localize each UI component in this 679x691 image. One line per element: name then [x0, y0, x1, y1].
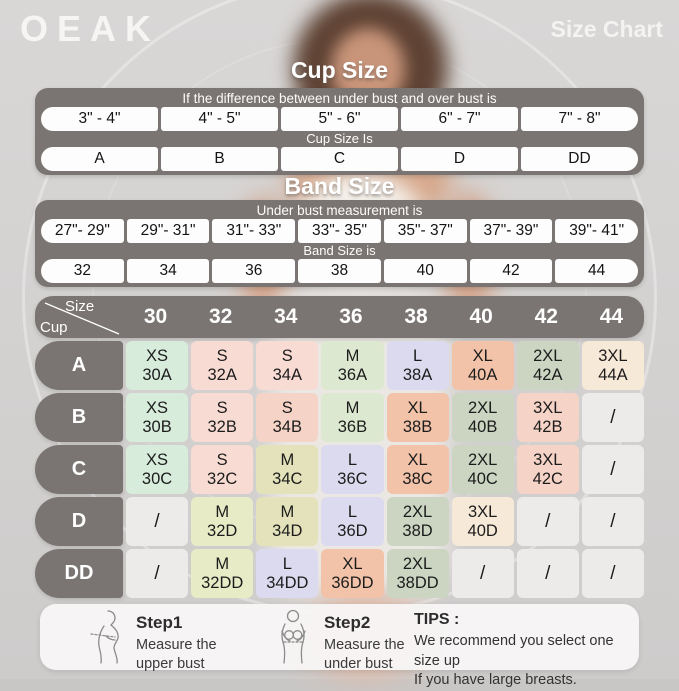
grid-column-headers [123, 305, 644, 329]
tips-text-line2: If you have large breasts. [414, 672, 577, 689]
size-cell-size: S [216, 399, 228, 418]
size-cell-size: L [282, 555, 292, 574]
size-cell-size: M [345, 347, 360, 366]
band-column-header: 42 [534, 305, 558, 328]
corner-size-label: Size [65, 298, 95, 315]
size-cell [387, 497, 449, 546]
size-cell [256, 393, 318, 442]
band-number-cell: 36 [212, 259, 295, 283]
size-cell-size: / [545, 510, 551, 532]
size-cell [126, 549, 188, 598]
size-cell-size: 3XL [533, 451, 563, 470]
size-cell [582, 549, 644, 598]
size-cell-code: 34A [272, 365, 302, 384]
size-cell [256, 445, 318, 494]
size-grid-rows [35, 341, 644, 598]
size-cell [191, 393, 253, 442]
band-column-header: 32 [209, 305, 233, 328]
size-cell-size: / [610, 406, 616, 428]
size-cell [256, 341, 318, 390]
band-measurement-cell: 37"- 39" [470, 219, 553, 243]
band-column-header: 38 [404, 305, 428, 328]
size-cell [452, 445, 514, 494]
size-cell-size: M [215, 555, 230, 574]
size-cell [387, 549, 449, 598]
size-cell-size: 3XL [468, 503, 498, 522]
size-cell [517, 393, 579, 442]
step-1-block [136, 613, 217, 673]
size-cell-code: 32A [207, 365, 237, 384]
band-measurement-row [41, 219, 638, 243]
size-cell [321, 393, 383, 442]
band-measurement-cell: 31"- 33" [212, 219, 295, 243]
cup-row-label: A [35, 341, 123, 390]
size-cell-size: 2XL [402, 555, 433, 574]
size-cell-size: / [154, 510, 160, 532]
size-cell-size: / [154, 562, 160, 584]
band-column-header: 30 [143, 305, 168, 328]
size-cell-size: S [281, 399, 293, 418]
corner-cup-label: Cup [40, 319, 68, 336]
size-cell [452, 497, 514, 546]
size-cell-size: 2XL [533, 347, 563, 366]
size-cell-size: S [216, 347, 228, 366]
size-cell-size: S [216, 451, 228, 470]
size-cell-size: XS [146, 399, 169, 418]
band-number-cell: 34 [127, 259, 210, 283]
size-cell-code: 30C [141, 469, 173, 488]
cup-difference-cell: 6" - 7" [401, 107, 518, 131]
size-cell-size: L [347, 451, 358, 470]
cup-row-label: B [35, 393, 123, 442]
size-cell [582, 393, 644, 442]
cup-row-label: DD [35, 549, 123, 598]
size-cell [582, 445, 644, 494]
band-column-header: 36 [339, 305, 363, 328]
size-cell-code: 40B [468, 417, 498, 436]
size-cell-code: 44A [598, 365, 628, 384]
size-cell-size: XL [407, 399, 428, 418]
size-cell [517, 341, 579, 390]
size-cell-code: 40C [467, 469, 498, 488]
size-cell-size: 3XL [598, 347, 628, 366]
step-1-text-line1: Measure the [136, 637, 217, 653]
size-cell [191, 341, 253, 390]
size-cell-code: 38A [402, 365, 433, 384]
size-cell [191, 497, 253, 546]
tips-text-line1: We recommend you select one size up [414, 633, 614, 669]
size-grid-row [35, 549, 644, 598]
size-cell-code: 36DD [331, 573, 374, 592]
band-number-cell: 40 [384, 259, 467, 283]
cup-letter-cell: DD [521, 147, 638, 171]
size-cell-size: L [412, 347, 423, 366]
band-size-title: Band Size [284, 173, 395, 199]
size-grid-row [35, 497, 644, 546]
size-cell-code: 38DD [396, 573, 439, 592]
band-size-table-header: Under bust measurement is [256, 203, 423, 218]
size-cell-size: XL [472, 347, 493, 366]
size-grid-row [35, 341, 644, 390]
size-cell-size: M [280, 503, 295, 522]
size-grid-row [35, 393, 644, 442]
band-size-table [35, 200, 644, 287]
size-cell-size: M [215, 503, 230, 522]
band-measurement-cell: 35"- 37" [384, 219, 467, 243]
size-cell-code: 32DD [201, 573, 244, 592]
band-column-header: 40 [469, 305, 493, 328]
band-measurement-cell: 29"- 31" [127, 219, 210, 243]
size-cell-code: 38C [402, 469, 433, 488]
size-cell-size: XS [146, 451, 169, 470]
size-cell [452, 341, 514, 390]
band-measurement-cell: 27"- 29" [41, 219, 124, 243]
cup-size-title: Cup Size [290, 57, 389, 83]
size-cell-size: 3XL [533, 399, 563, 418]
band-column-header: 44 [599, 305, 624, 328]
size-cell [321, 497, 383, 546]
band-measurement-cell: 39"- 41" [555, 219, 638, 243]
size-cell-code: 42C [532, 469, 563, 488]
step-2-text-line2: under bust [324, 655, 393, 672]
size-cell [256, 549, 318, 598]
size-cell-size: XS [146, 347, 169, 366]
cup-size-table-subheader: Cup Size Is [306, 131, 373, 146]
band-number-row [41, 259, 638, 283]
size-cell [321, 445, 383, 494]
cup-letter-row [41, 147, 638, 171]
size-cell-size: L [347, 503, 358, 522]
size-cell [321, 549, 383, 598]
size-cell [517, 549, 579, 598]
size-cell-size: / [610, 562, 616, 584]
cup-letter-cell: B [161, 147, 278, 171]
tips-label: TIPS : [414, 611, 460, 628]
cup-letter-cell: C [281, 147, 398, 171]
size-cell-size: 2XL [468, 451, 498, 470]
size-cell-code: 32B [207, 417, 237, 436]
size-cell [452, 393, 514, 442]
cup-difference-cell: 4" - 5" [161, 107, 278, 131]
size-cell-code: 32C [207, 469, 238, 488]
size-cell-code: 38B [402, 417, 433, 436]
measure-under-bust-figure-icon [272, 608, 316, 666]
band-measurement-cell: 33"- 35" [298, 219, 381, 243]
size-cell-size: / [610, 510, 616, 532]
size-cell-code: 42A [533, 365, 563, 384]
cup-letter-cell: D [401, 147, 518, 171]
band-size-table-subheader: Band Size is [303, 243, 376, 258]
size-cell [126, 497, 188, 546]
size-cell-code: 34DD [266, 573, 309, 592]
size-cell-size: / [545, 562, 551, 584]
step-2-block [324, 613, 405, 673]
size-cell-code: 30B [142, 417, 172, 436]
size-cell [126, 445, 188, 494]
size-cell-size: XL [407, 451, 428, 470]
size-cell-code: 34D [272, 521, 303, 540]
step-1-text-line2: upper bust [136, 655, 205, 672]
band-number-cell: 38 [298, 259, 381, 283]
size-cell-size: / [610, 458, 616, 480]
size-cell-code: 36C [337, 469, 368, 488]
band-number-cell: 44 [555, 259, 638, 283]
cup-row-label: D [35, 497, 123, 546]
size-cell-size: M [280, 451, 295, 470]
cup-row-label: C [35, 445, 123, 494]
cup-size-table [35, 88, 644, 175]
size-cell-size: XL [342, 555, 363, 574]
size-cell-code: 34C [272, 469, 303, 488]
step-2-text-line1: Measure the [324, 637, 405, 653]
size-cell-code: 36D [337, 521, 368, 540]
step-1-label: Step1 [136, 613, 183, 632]
size-cell-size: / [480, 562, 486, 584]
size-cell [517, 445, 579, 494]
size-cell [126, 393, 188, 442]
size-cell [387, 341, 449, 390]
size-cell [191, 549, 253, 598]
band-number-cell: 42 [470, 259, 553, 283]
size-cell-code: 36A [337, 365, 368, 384]
size-cell [582, 341, 644, 390]
size-cell-size: S [281, 347, 293, 366]
size-cell [321, 341, 383, 390]
size-cell [387, 393, 449, 442]
size-grid-header [35, 296, 644, 338]
cup-letter-cell: A [41, 147, 158, 171]
brand-logo: OEAK [20, 8, 161, 49]
band-column-header: 34 [274, 305, 298, 328]
page-title: Size Chart [550, 16, 663, 42]
size-cell [256, 497, 318, 546]
measurement-steps-panel [40, 604, 639, 689]
size-cell-code: 32D [207, 521, 238, 540]
size-cell-size: M [345, 399, 360, 418]
cup-difference-cell: 7" - 8" [521, 107, 638, 131]
size-cell-code: 36B [337, 417, 368, 436]
size-cell-code: 40A [468, 365, 498, 384]
cup-difference-row [41, 107, 638, 131]
size-cell-code: 30A [142, 365, 172, 384]
size-cell [387, 445, 449, 494]
size-cell-code: 38D [402, 521, 433, 540]
measure-upper-bust-figure-icon [84, 608, 128, 666]
band-number-cell: 32 [41, 259, 124, 283]
size-cell [126, 341, 188, 390]
size-cell [191, 445, 253, 494]
size-cell-code: 34B [272, 417, 302, 436]
size-cell-size: 2XL [468, 399, 498, 418]
cup-size-table-header: If the difference between under bust and over bust is [182, 91, 497, 106]
size-cell-code: 40D [467, 521, 498, 540]
tips-block [414, 611, 639, 691]
cup-difference-cell: 3" - 4" [41, 107, 158, 131]
size-cell [582, 497, 644, 546]
size-cell-code: 42B [533, 417, 563, 436]
size-cell-size: 2XL [402, 503, 433, 522]
size-grid-row [35, 445, 644, 494]
size-cell [452, 549, 514, 598]
size-cup-corner-cell [35, 296, 123, 338]
cup-difference-cell: 5" - 6" [281, 107, 398, 131]
step-2-label: Step2 [324, 613, 371, 632]
size-cell [517, 497, 579, 546]
